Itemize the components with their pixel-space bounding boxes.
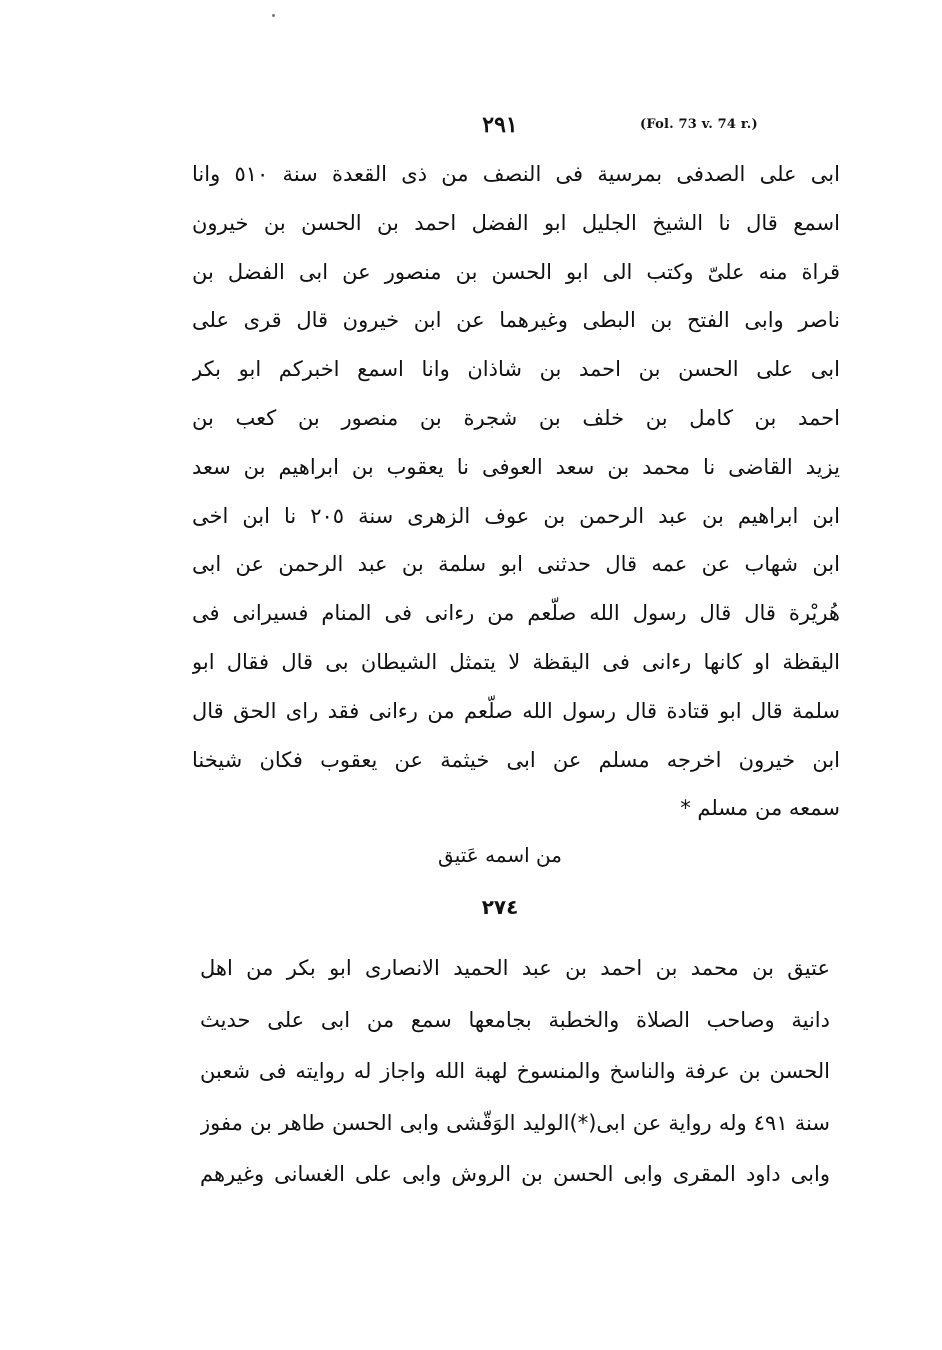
text-line-last: سمعه من مسلم *	[680, 796, 840, 821]
section-heading: من اسمه عَتيق	[438, 843, 562, 867]
text-line: سنة ٤٩١ وله رواية عن ابى(*)الوليد الوَقّشى وابى الحسن طاهر بن مفوز	[200, 1110, 830, 1135]
entry-number: ٢٧٤	[481, 895, 519, 919]
text-line: هُريْرة قال قال رسول الله صلّعم من رءانى فى المنام فسيرانى فى	[192, 601, 840, 626]
text-line: يزيد القاضى نا محمد بن سعد العوفى نا يعقوب بن ابراهيم بن سعد	[192, 454, 840, 479]
text-line: الحسن بن عرفة والناسخ والمنسوخ لهبة الله واجاز له روايته فى شعبن	[200, 1059, 830, 1083]
passage-2	[200, 943, 830, 1201]
text-line: ابن خيرون اخرجه مسلم عن ابى خيثمة عن يعقوب فكان شيخنا	[192, 747, 840, 772]
text-line: ناصر وابى الفتح بن البطى وغيرهما عن ابن خيرون قال قرى على	[192, 308, 840, 333]
text-line: سلمة قال ابو قتادة قال رسول الله صلّعم من رءانى فقد راى الحق قال	[192, 698, 840, 723]
text-line: ابى على الحسن بن احمد بن شاذان وانا اسمع اخبركم ابو بكر	[192, 357, 840, 382]
text-line: وابى داود المقرى وابى الحسن بن الروش وابى على الغسانى وغيرهم	[200, 1162, 830, 1186]
text-line: قراة منه علىّ وكتب الى ابو الحسن بن منصور عن ابى الفضل بن	[192, 259, 840, 284]
page-number: ٢٩١	[482, 112, 518, 138]
text-line: دانية وصاحب الصلاة والخطبة بجامعها سمع من ابى على حديث	[200, 1007, 830, 1032]
text-line: ابى على الصدفى بمرسية فى النصف من ذى القعدة سنة ٥١٠ وانا	[192, 162, 840, 186]
text-line: اليقظة او كانها رءانى فى اليقظة لا يتمثل الشيطان بى قال فقال ابو	[192, 649, 840, 674]
text-line: ابن ابراهيم بن عبد الرحمن بن عوف الزهرى سنة ٢٠٥ نا ابن اخى	[192, 503, 840, 528]
text-line: احمد بن كامل بن خلف بن شجرة بن منصور بن كعب بن	[192, 405, 840, 430]
text-line: اسمع قال نا الشيخ الجليل ابو الفضل احمد بن الحسن بن خيرون	[192, 210, 840, 235]
text-line: ابن شهاب عن عمه قال حدثنى ابو سلمة بن عبد الرحمن عن ابى	[192, 552, 840, 577]
text-line: عتيق بن محمد بن احمد بن عبد الحميد الانصارى ابو بكر من اهل	[200, 956, 830, 980]
passage-1	[192, 150, 840, 833]
ink-speck	[272, 14, 275, 17]
folio-reference: (Fol. 73 v. 74 r.)	[640, 117, 758, 132]
